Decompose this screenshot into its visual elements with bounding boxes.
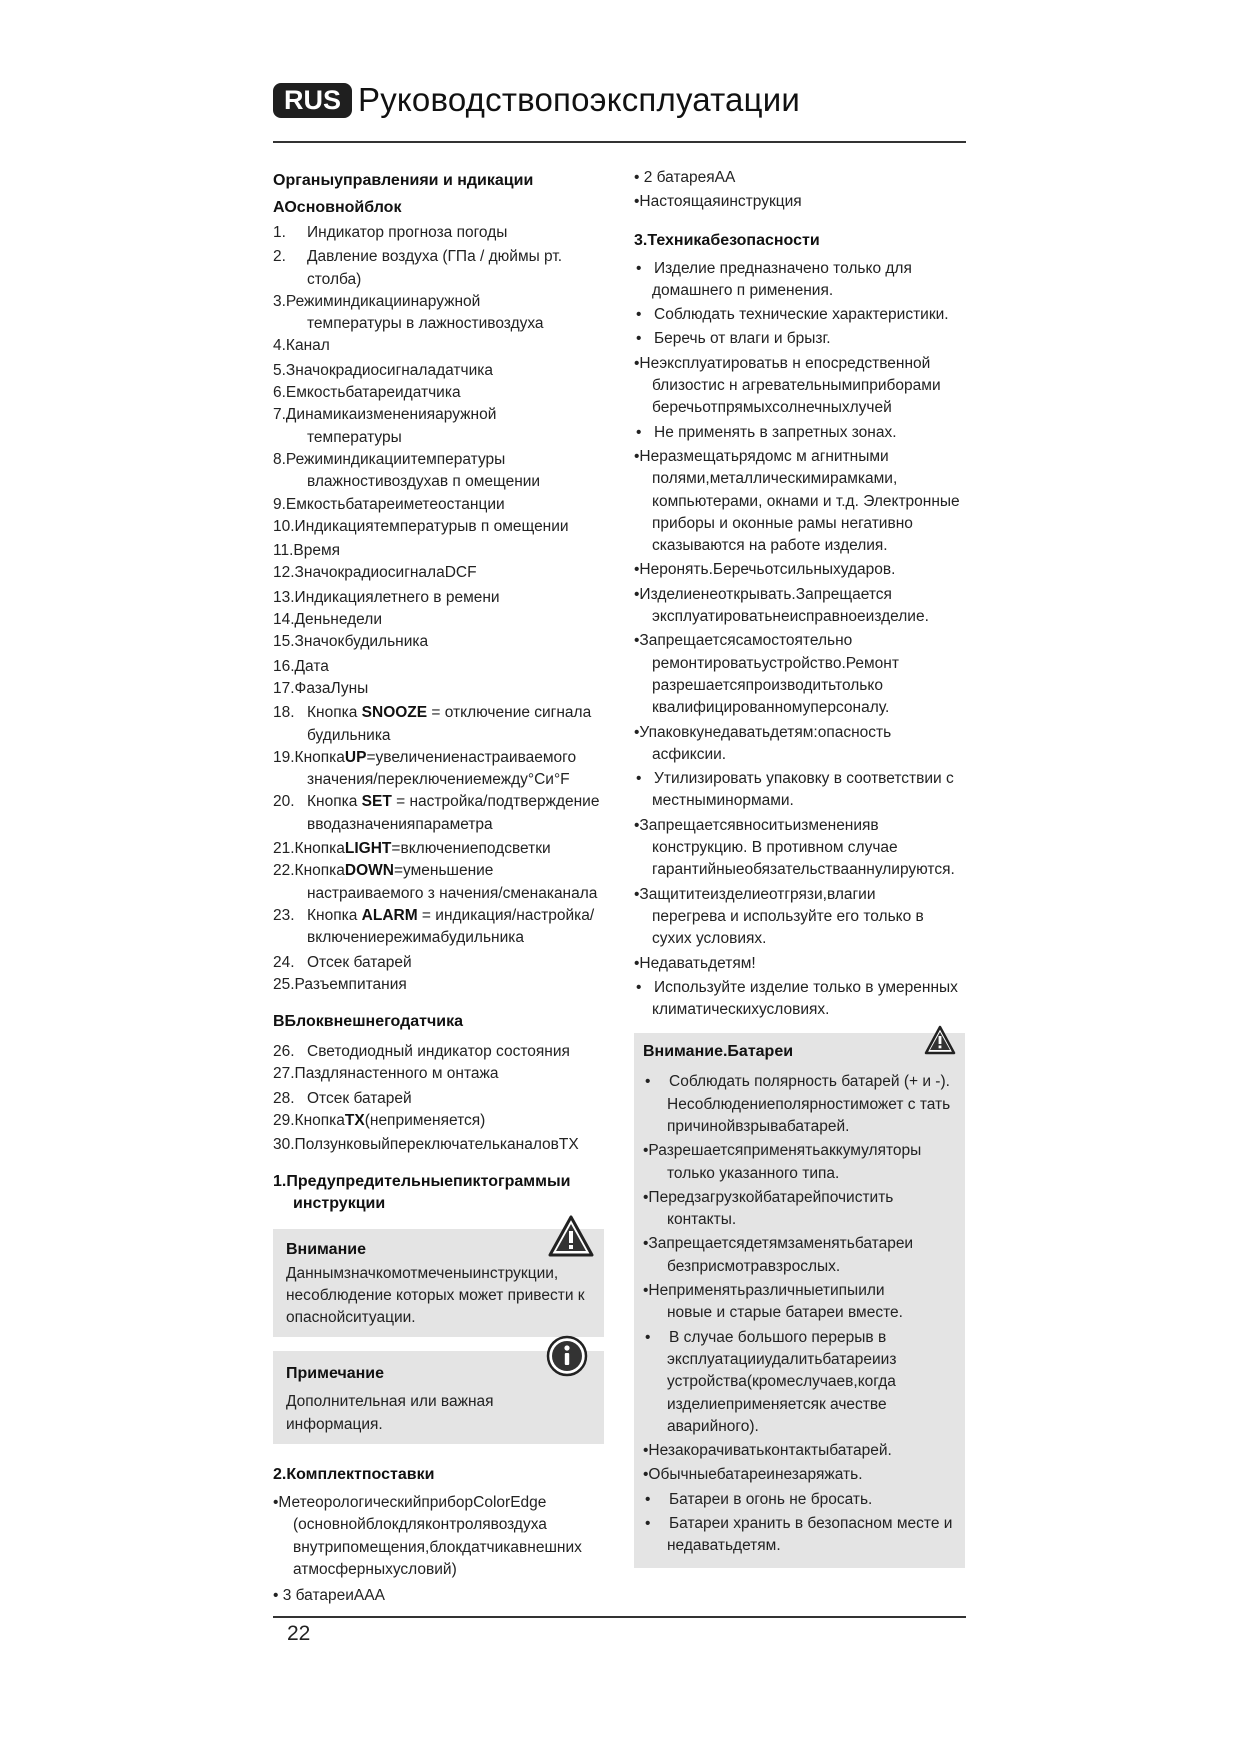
list-item: 9.Емкостьбатареиметеостанции	[273, 495, 505, 513]
list-item: 12.ЗначокрадиосигналаDCF	[273, 564, 477, 582]
list-item: 10.Индикациятемпературыв п омещении	[273, 517, 569, 535]
battery-warning-box	[634, 1033, 965, 1567]
list-item: 1. Индикатор прогноза погоды	[273, 224, 508, 241]
language-badge: RUS	[273, 83, 352, 118]
list-item: 29.КнопкаTX(неприменяется)	[273, 1111, 486, 1129]
list-item: 16.Дата	[273, 657, 329, 675]
list-item: 6.Емкостьбатареидатчика	[273, 384, 461, 402]
list-item: 22.КнопкаDOWN=уменьшение настраиваемого з начения/сменаканала	[273, 862, 598, 902]
list-item: •Неразмещатьрядомс м агнитными полями,металлическимирамками, компьютерами, окнами и т.д. Электронные приборы и оконные рамы негативно сказываются на работе изделия.	[634, 447, 960, 555]
list-item: 5.Значокрадиосигналадатчика	[273, 361, 493, 379]
list-item: 21.КнопкаLIGHT=включениеподсветки	[273, 840, 551, 858]
section-a-heading: АОсновнойблок	[273, 199, 402, 216]
list-item: 27.Паздлянастенного м онтажа	[273, 1065, 499, 1083]
list-item: •Упаковкунедаватьдетям:опасность асфиксии.	[634, 723, 892, 763]
list-item: 24. Отсек батарей	[273, 953, 412, 971]
list-item: 17.ФазаЛуны	[273, 679, 369, 697]
list-item: •Неронять.Беречьотсильныхударов.	[634, 561, 896, 579]
list-item: •Неприменятьразличныетипыили новые и старые батареи вместе.	[643, 1282, 903, 1322]
warning-triangle-icon	[548, 1215, 594, 1257]
list-item: 26. Светодиодный индикатор состояния	[273, 1043, 570, 1061]
list-item: 14.Деньнедели	[273, 611, 382, 629]
controls-heading: Органыуправленияи и ндикации	[273, 172, 534, 189]
sensor-list	[273, 1041, 603, 1156]
safety-heading: 3.Техникабезопасности	[634, 231, 820, 249]
note-title: Примечание	[286, 1365, 385, 1383]
list-item: • В случае большого перерыв в эксплуатацииудалитьбатареииз устройства(кромеслучаев,когда изделиеприменяетсяк ачестве аварийного).	[645, 1328, 897, 1435]
warning-triangle-icon	[924, 1025, 956, 1055]
list-item: 11.Время	[273, 542, 341, 560]
list-item: • Батареи в огонь не бросать.	[645, 1490, 873, 1508]
list-item: • Не применять в запретных зонах.	[636, 423, 897, 441]
list-item: 23. Кнопка ALARM = индикация/настройка/ включениережимабудильника	[273, 906, 595, 947]
list-item: 15.Значокбудильника	[273, 633, 429, 651]
delivery-heading: 2.Комплектпоставки	[273, 1466, 435, 1484]
list-item: • 3 батареиААА	[273, 1587, 385, 1605]
list-item: 2. Давление воздуха (ГПа / дюймы рт. столба)	[273, 248, 563, 288]
list-item: • Беречь от влаги и брызг.	[636, 330, 831, 348]
list-item: 19.КнопкаUP=увеличениенастраиваемого значения/переключениемежду°Си°F	[273, 748, 577, 789]
note-text: Дополнительная или важная информация.	[286, 1393, 494, 1433]
list-item: • Батареи хранить в безопасном месте и недаватьдетям.	[645, 1515, 953, 1555]
list-item: •МетеорологическийприборColorEdge (основнойблокдляконтролявоздуха внутрипомещения,блокдатчикавнешних атмосферныхусловий)	[273, 1494, 582, 1578]
list-item: •Обычныебатареинезаряжать.	[643, 1466, 863, 1484]
battery-title: Внимание.Батареи	[643, 1043, 794, 1061]
list-item: 7.Динамикаизмененияаружной температуры	[273, 406, 497, 446]
warnings-heading: 1.Предупредительныепиктограммыи инструкции	[273, 1172, 571, 1212]
controls-list	[273, 222, 603, 996]
info-circle-icon	[546, 1335, 588, 1377]
page-title: Руководствопоэксплуатации	[358, 81, 800, 118]
list-item: •Передзагрузкойбатарейпочистить контакты.	[643, 1188, 894, 1229]
list-item: 18. Кнопка SNOOZE = отключение сигнала будильника	[273, 704, 592, 744]
list-item: • Изделие предназначено только для домашнего п рименения.	[636, 259, 912, 299]
list-item: 25.Разъемпитания	[273, 975, 407, 993]
list-item: •Запрещаетсядетямзаменятьбатареи безприсмотравзрослых.	[643, 1235, 914, 1275]
list-item: 20. Кнопка SET = настройка/подтверждение вводазначенияпараметра	[273, 793, 600, 833]
attention-title: Внимание	[286, 1240, 366, 1258]
right-column	[634, 167, 966, 1568]
list-item: • Используйте изделие только в умеренных климатическихусловиях.	[636, 978, 958, 1019]
battery-list	[643, 1071, 953, 1557]
list-item: •Запрещаетсясамостоятельно ремонтироватьустройство.Ремонт разрешаетсяпроизводитьтолько квалифицированномуперсоналу.	[634, 632, 899, 717]
safety-list	[634, 258, 966, 1022]
list-item: 28. Отсек батарей	[273, 1089, 412, 1107]
list-item: • Утилизировать упаковку в соответствии с местныминормами.	[636, 770, 954, 810]
page-header	[273, 82, 800, 118]
list-item: 8.Режиминдикациитемпературы влажностивоздухав п омещении	[273, 450, 541, 491]
list-item: 4.Канал	[273, 337, 330, 355]
list-item: •Незакорачиватьконтактыбатарей.	[643, 1442, 892, 1460]
page-number: 22	[287, 1622, 311, 1645]
list-item: •Изделиенеоткрывать.Запрещается эксплуатироватьнеисправноеизделие.	[634, 585, 929, 626]
list-item: •Запрещаетсявноситьизмененияв конструкцию. В противном случае гарантийныеобязательствааннулируются.	[634, 816, 955, 879]
list-item: •Неэксплуатироватьв н епосредственной близостис н агревательнымиприборами беречьотпрямыхсолнечныхлучей	[634, 354, 941, 417]
list-item: •Настоящаяинструкция	[634, 193, 802, 211]
note-box	[273, 1351, 604, 1444]
list-item: 30.ПолзунковыйпереключательканаловTX	[273, 1136, 579, 1154]
list-item: •Разрешаетсяприменятьаккумуляторы только указанного типа.	[643, 1142, 922, 1182]
attention-box	[273, 1229, 604, 1338]
footer-rule	[273, 1616, 966, 1618]
list-item: •Недаватьдетям!	[634, 954, 756, 972]
left-column	[273, 170, 603, 1608]
list-item: • Соблюдать технические характеристики.	[636, 306, 949, 324]
delivery-list	[273, 1492, 603, 1607]
section-b-heading: ВБлоквнешнегодатчика	[273, 1013, 464, 1031]
list-item: 13.Индикациялетнего в ремени	[273, 588, 500, 606]
list-item: • 2 батареяАА	[634, 169, 736, 186]
list-item: • Соблюдать полярность батарей (+ и -). Несоблюдениеполярностиможет с тать причинойвзрывабатарей.	[645, 1073, 951, 1135]
attention-text: Даннымзначкомотмеченыинструкции, несоблюдение которых может привести к опаснойситуации.	[286, 1264, 585, 1327]
list-item: •Защититеизделиеотгрязи,влагии перегрева и используйте его только в сухих условиях.	[634, 885, 924, 948]
list-item: 3.Режиминдикациинаружной температуры в лажностивоздуха	[273, 292, 544, 333]
header-rule	[273, 141, 966, 143]
